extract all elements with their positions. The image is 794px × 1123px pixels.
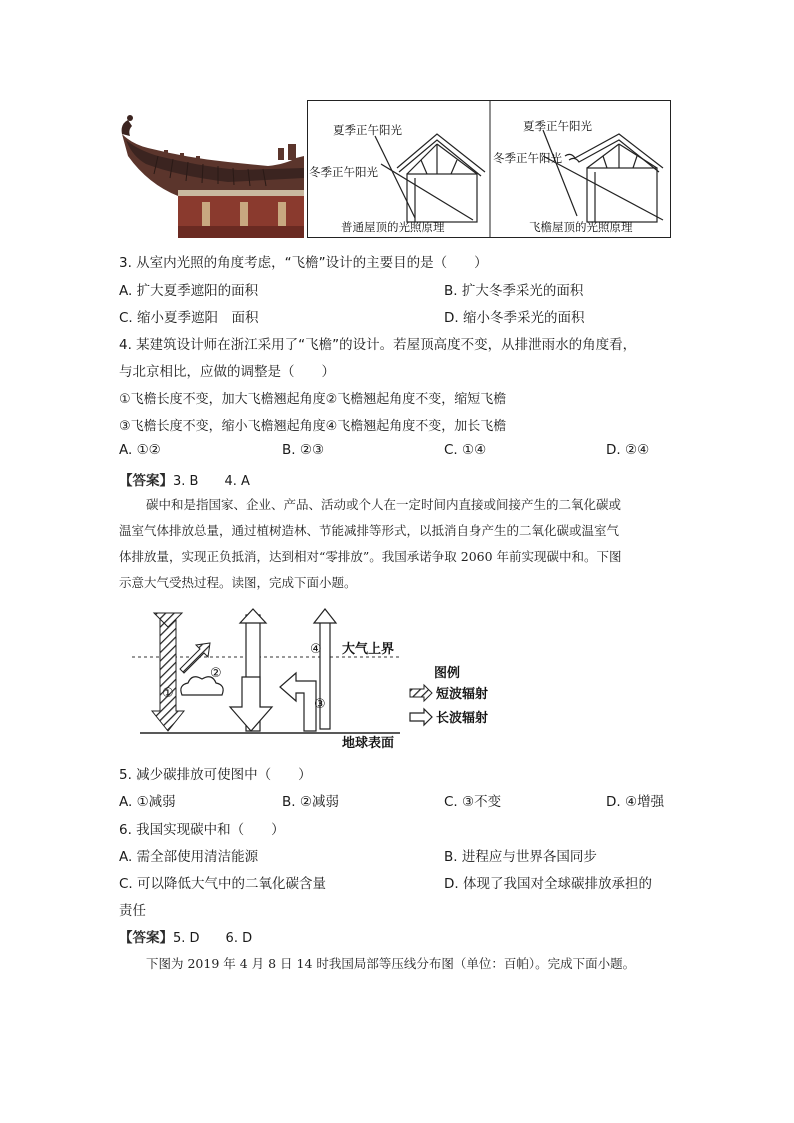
q5-option-d[interactable]: D. ④增强	[606, 794, 665, 810]
q6-option-c[interactable]: C. 可以降低大气中的二氧化碳含量	[119, 876, 327, 892]
right-caption: 飞檐屋顶的光照原理	[529, 220, 633, 234]
q4-choice-line1: ①飞檐长度不变，加大飞檐翘起角度②飞檐翘起角度不变，缩短飞檐	[119, 392, 507, 407]
roof-diagrams	[307, 100, 671, 238]
passage-line-3: 体排放量，实现正负抵消，达到相对“零排放”。我国承诺争取 2060 年前实现碳中和。下图	[119, 549, 622, 564]
answer-text: 5. D 6. D	[173, 931, 253, 946]
q4-option-c[interactable]: C. ①④	[444, 442, 487, 458]
q4-stem-line2: 与北京相比，应做的调整是（ ）	[119, 364, 335, 380]
top-of-atmosphere-label: 大气上界	[342, 642, 395, 657]
q5-option-a[interactable]: A. ①减弱	[119, 794, 176, 810]
left-caption: 普通屋顶的光照原理	[341, 220, 445, 234]
atmosphere-diagram	[120, 607, 500, 753]
q4-choice-line2: ③飞檐长度不变，缩小飞檐翘起角度④飞檐翘起角度不变，加长飞檐	[119, 419, 507, 434]
q3-option-c[interactable]: C. 缩小夏季遮阳 面积	[119, 310, 259, 326]
q3-stem: 3. 从室内光照的角度考虑，“飞檐”设计的主要目的是（ ）	[119, 255, 488, 271]
q4-option-b[interactable]: B. ②③	[282, 442, 325, 458]
legend-long-wave-icon	[410, 709, 432, 725]
passage-line-1: 碳中和是指国家、企业、产品、活动或个人在一定时间内直接或间接产生的二氧化碳或	[146, 497, 622, 512]
earth-surface-label: 地球表面	[342, 736, 395, 751]
label-n3: ③	[314, 697, 326, 712]
q4-option-a[interactable]: A. ①②	[119, 442, 161, 458]
right-summer-label: 夏季正午阳光	[523, 119, 592, 133]
answer-tag: 【答案】	[119, 473, 173, 489]
q6-option-d-continuation: 责任	[119, 903, 146, 919]
q3-option-a[interactable]: A. 扩大夏季遮阳的面积	[119, 283, 259, 299]
answer-text: 3. B 4. A	[173, 474, 250, 489]
q5-option-b[interactable]: B. ②减弱	[282, 794, 339, 810]
label-n4: ④	[310, 642, 322, 657]
roof-photo	[118, 104, 304, 238]
answer-tag: 【答案】	[119, 930, 173, 946]
passage-line-4: 示意大气受热过程。读图，完成下面小题。	[119, 575, 357, 590]
left-winter-label: 冬季正午阳光	[309, 165, 378, 179]
left-summer-label: 夏季正午阳光	[333, 123, 402, 137]
passage-line-2: 温室气体排放总量，通过植树造林、节能减排等形式，以抵消自身产生的二氧化碳或温室气	[119, 523, 620, 538]
q4-stem-line1: 4. 某建筑设计师在浙江采用了“飞檐”的设计。若屋顶高度不变，从排泄雨水的角度看，	[119, 337, 637, 353]
q6-option-b[interactable]: B. 进程应与世界各国同步	[444, 849, 597, 865]
q6-stem: 6. 我国实现碳中和（ ）	[119, 822, 285, 838]
passage-2: 下图为 2019 年 4 月 8 日 14 时我国局部等压线分布图（单位：百帕）。完成下面小题。	[146, 956, 636, 971]
legend-short-label: 短波辐射	[436, 687, 489, 702]
q5-stem: 5. 减少碳排放可使图中（ ）	[119, 767, 312, 783]
label-n2: ②	[210, 666, 222, 681]
legend-long-label: 长波辐射	[436, 711, 489, 726]
right-winter-label: 冬季正午阳光	[493, 151, 562, 165]
q3-option-d[interactable]: D. 缩小冬季采光的面积	[444, 310, 585, 326]
answer-block-2	[119, 926, 252, 946]
legend-title: 图例	[434, 666, 461, 681]
q3-option-b[interactable]: B. 扩大冬季采光的面积	[444, 283, 584, 299]
answer-block-1	[119, 469, 250, 489]
label-n1: ①	[162, 686, 174, 701]
q4-option-d[interactable]: D. ②④	[606, 442, 650, 458]
q6-option-d[interactable]: D. 体现了我国对全球碳排放承担的	[444, 876, 652, 892]
q5-option-c[interactable]: C. ③不变	[444, 794, 502, 810]
q6-option-a[interactable]: A. 需全部使用清洁能源	[119, 849, 259, 865]
legend-short-wave-icon	[410, 685, 432, 701]
